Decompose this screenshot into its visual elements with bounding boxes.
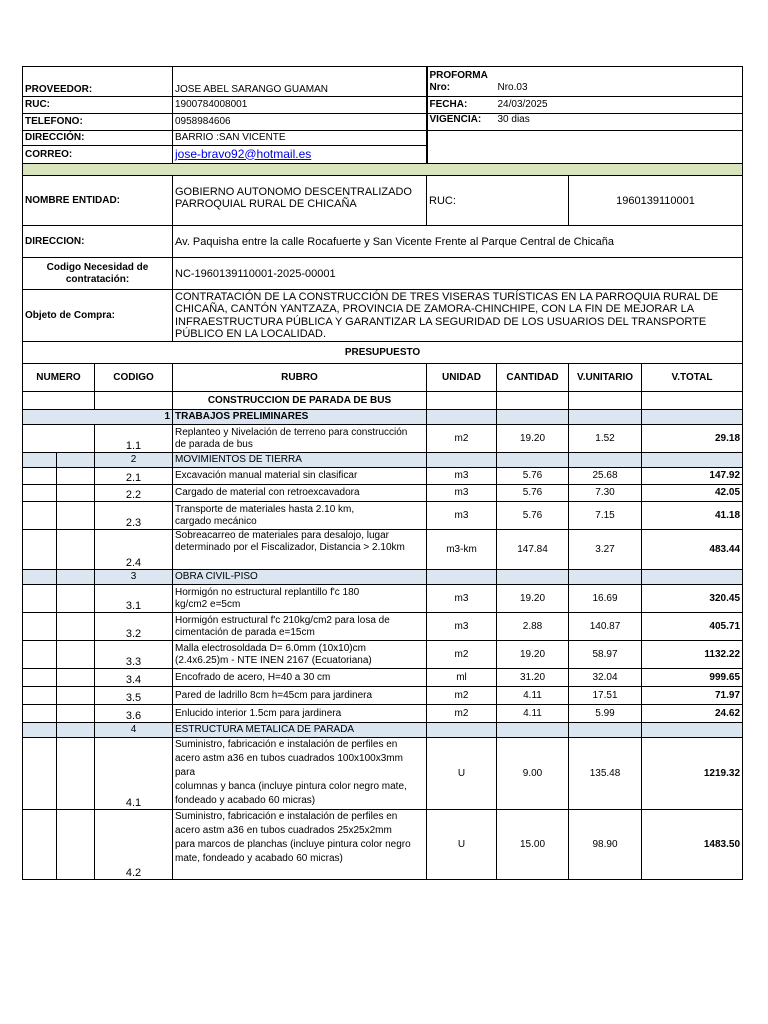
- item-price: 25.68: [569, 468, 642, 485]
- desc-line: fondeado y acabado 60 micras): [175, 795, 316, 806]
- label-correo: CORREO:: [23, 146, 173, 164]
- blank-cell: [642, 453, 743, 468]
- item-unit: U: [427, 810, 497, 880]
- item-qty: 19.20: [497, 425, 569, 453]
- item-desc: Encofrado de acero, H=40 a 30 cm: [173, 669, 427, 687]
- table-row: [23, 468, 743, 485]
- item-unit: ml: [427, 669, 497, 687]
- fecha-cell: [427, 97, 743, 114]
- blank-cell: [497, 392, 569, 410]
- blank-cell: [57, 502, 95, 530]
- item-desc: [173, 425, 427, 453]
- blank-cell: [23, 723, 57, 738]
- blank-cell: [569, 453, 642, 468]
- table-row: [23, 585, 743, 613]
- blank-cell: [57, 669, 95, 687]
- item-desc: [173, 641, 427, 669]
- item-code: 2.4: [95, 530, 173, 570]
- item-desc: Pared de ladrillo 8cm h=45cm para jardinera: [173, 687, 427, 705]
- blank-cell: [57, 585, 95, 613]
- blank-cell: [23, 705, 57, 723]
- table-row: [23, 502, 743, 530]
- item-qty: 19.20: [497, 641, 569, 669]
- blank-cell: [23, 687, 57, 705]
- label-ruc: RUC:: [23, 97, 173, 114]
- item-unit: m3-km: [427, 530, 497, 570]
- header-codigo: CODIGO: [95, 364, 173, 392]
- item-unit: m3: [427, 485, 497, 502]
- item-total: 1132.22: [642, 641, 743, 669]
- desc-line: Suministro, fabricación e instalación de perfiles en: [175, 811, 398, 822]
- proveedor-correo-cell: [173, 146, 427, 164]
- item-code: 3.1: [95, 585, 173, 613]
- item-qty: 4.11: [497, 687, 569, 705]
- item-qty: 9.00: [497, 738, 569, 810]
- blank-cell: [642, 723, 743, 738]
- item-price: 140.87: [569, 613, 642, 641]
- desc-line: acero astm a36 en tubos cuadrados 25x25x2mm: [175, 825, 392, 836]
- item-desc: [173, 502, 427, 530]
- label-entidad-ruc: RUC:: [427, 176, 569, 226]
- item-unit: m2: [427, 705, 497, 723]
- item-desc: [173, 613, 427, 641]
- item-unit: U: [427, 738, 497, 810]
- item-code: 3.6: [95, 705, 173, 723]
- item-total: 999.65: [642, 669, 743, 687]
- vigencia-cell: [427, 114, 743, 131]
- table-row: [23, 485, 743, 502]
- desc-line: determinado por el Fiscalizador, Distancia > 2.10km: [175, 542, 405, 553]
- label-telefono: TELEFONO:: [23, 114, 173, 131]
- item-price: 135.48: [569, 738, 642, 810]
- item-total: 24.62: [642, 705, 743, 723]
- label-proveedor: PROVEEDOR:: [23, 67, 173, 97]
- header-numero: NUMERO: [23, 364, 95, 392]
- group-title: ESTRUCTURA METALICA DE PARADA: [173, 723, 427, 738]
- blank-cell: [23, 641, 57, 669]
- desc-line: mate, fondeado y acabado 60 micras): [175, 853, 343, 864]
- desc-line: cimentación de parada e=15cm: [175, 626, 315, 638]
- item-code: 4.2: [95, 810, 173, 880]
- item-total: 147.92: [642, 468, 743, 485]
- header-unidad: UNIDAD: [427, 364, 497, 392]
- blank-cell: [569, 410, 642, 425]
- blank-cell: [57, 810, 95, 880]
- item-code: 2.2: [95, 485, 173, 502]
- blank-cell: [23, 392, 95, 410]
- item-price: 17.51: [569, 687, 642, 705]
- blank-cell: [23, 585, 57, 613]
- item-total: 41.18: [642, 502, 743, 530]
- blank-cell: [23, 738, 57, 810]
- item-price: 1.52: [569, 425, 642, 453]
- desc-line: Sobreacarreo de materiales para desalojo, lugar: [175, 530, 390, 541]
- blank-cell: [427, 410, 497, 425]
- item-code: 2.1: [95, 468, 173, 485]
- blank-cell: [427, 570, 497, 585]
- blank-cell: [57, 613, 95, 641]
- blank-cell: [642, 570, 743, 585]
- desc-line: (2.4x6.25)m - NTE INEN 2167 (Ecuatoriana): [175, 654, 372, 666]
- table-row: [23, 641, 743, 669]
- item-qty: 4.11: [497, 705, 569, 723]
- codigo-necesidad: NC-1960139110001-2025-00001: [173, 258, 743, 290]
- proforma-table: [22, 66, 743, 880]
- blank-cell: [57, 641, 95, 669]
- header-vtotal: V.TOTAL: [642, 364, 743, 392]
- blank-cell: [569, 723, 642, 738]
- item-desc: [173, 530, 427, 570]
- item-desc: [173, 738, 427, 810]
- desc-line: Transporte de materiales hasta 2.10 km,: [175, 503, 355, 515]
- blank-cell: [23, 613, 57, 641]
- item-code: 2.3: [95, 502, 173, 530]
- item-total: 1219.32: [642, 738, 743, 810]
- blank-cell: [23, 810, 57, 880]
- blank-cell: [23, 530, 57, 570]
- item-total: 483.44: [642, 530, 743, 570]
- item-code: 3.5: [95, 687, 173, 705]
- table-row: [23, 613, 743, 641]
- header-vunitario: V.UNITARIO: [569, 364, 642, 392]
- item-qty: 5.76: [497, 485, 569, 502]
- desc-line: para: [175, 767, 196, 778]
- item-qty: 15.00: [497, 810, 569, 880]
- item-unit: m3: [427, 468, 497, 485]
- blank-cell: [57, 453, 95, 468]
- item-price: 32.04: [569, 669, 642, 687]
- item-unit: m2: [427, 687, 497, 705]
- group-number: 3: [95, 570, 173, 585]
- item-price: 98.90: [569, 810, 642, 880]
- blank-cell: [23, 669, 57, 687]
- label-fecha: FECHA:: [429, 99, 468, 110]
- proforma-vigencia: 30 dias: [497, 114, 530, 125]
- blank-cell: [95, 392, 173, 410]
- blank-cell: [497, 453, 569, 468]
- item-qty: 19.20: [497, 585, 569, 613]
- table-row: [23, 810, 743, 880]
- group-number: 4: [95, 723, 173, 738]
- item-price: 7.15: [569, 502, 642, 530]
- item-qty: 147.84: [497, 530, 569, 570]
- blank-cell: [57, 485, 95, 502]
- desc-line: para marcos de planchas (incluye pintura color negro: [175, 839, 411, 850]
- item-total: 405.71: [642, 613, 743, 641]
- proforma-sheet: [22, 66, 742, 880]
- proveedor-telefono: 0958984606: [173, 114, 427, 131]
- email-link[interactable]: jose-bravo92@hotmail.es: [175, 146, 312, 161]
- item-unit: m3: [427, 502, 497, 530]
- item-price: 3.27: [569, 530, 642, 570]
- table-row: [23, 705, 743, 723]
- label-nro: Nro:: [429, 81, 451, 93]
- desc-line: kg/cm2 e=5cm: [175, 598, 241, 610]
- green-separator: [23, 164, 743, 176]
- entidad-nombre: GOBIERNO AUTONOMO DESCENTRALIZADO PARROQUIAL RURAL DE CHICAÑA: [173, 176, 427, 226]
- section-title: CONSTRUCCION DE PARADA DE BUS: [173, 392, 427, 410]
- item-qty: 5.76: [497, 468, 569, 485]
- presupuesto-title: PRESUPUESTO: [23, 342, 743, 364]
- blank-cell: [427, 723, 497, 738]
- item-code: 1.1: [95, 425, 173, 453]
- blank-cell: [427, 453, 497, 468]
- table-row: [23, 669, 743, 687]
- blank-cell: [569, 392, 642, 410]
- item-unit: m3: [427, 585, 497, 613]
- proforma-cell: [427, 67, 743, 97]
- item-price: 7.30: [569, 485, 642, 502]
- item-total: 320.45: [642, 585, 743, 613]
- proveedor-name: JOSE ABEL SARANGO GUAMAN: [173, 67, 427, 97]
- label-direccion: DIRECCIÓN:: [23, 131, 173, 146]
- blank-cell: [23, 502, 57, 530]
- item-code: 4.1: [95, 738, 173, 810]
- blank-cell: [57, 705, 95, 723]
- blank-cell: [57, 723, 95, 738]
- blank-cell: [642, 410, 743, 425]
- group-number: 2: [95, 453, 173, 468]
- blank-cell: [427, 392, 497, 410]
- item-desc: Excavación manual material sin clasificar: [173, 468, 427, 485]
- item-qty: 5.76: [497, 502, 569, 530]
- item-desc: [173, 585, 427, 613]
- proveedor-ruc: 1900784008001: [173, 97, 427, 114]
- item-unit: m3: [427, 613, 497, 641]
- item-unit: m2: [427, 641, 497, 669]
- item-qty: 2.88: [497, 613, 569, 641]
- blank-cell: [57, 530, 95, 570]
- blank-cell: [427, 131, 743, 164]
- desc-line: Hormigón no estructural replantillo f'c 180: [175, 586, 360, 598]
- blank-cell: [497, 723, 569, 738]
- item-price: 58.97: [569, 641, 642, 669]
- blank-cell: [569, 570, 642, 585]
- item-code: 3.4: [95, 669, 173, 687]
- proforma-fecha: 24/03/2025: [497, 99, 548, 110]
- item-total: 1483.50: [642, 810, 743, 880]
- entidad-ruc: 1960139110001: [569, 176, 743, 226]
- item-desc: Enlucido interior 1.5cm para jardinera: [173, 705, 427, 723]
- blank-cell: [642, 392, 743, 410]
- desc-line: Suministro, fabricación e instalación de perfiles en: [175, 739, 398, 750]
- blank-cell: [23, 453, 57, 468]
- item-qty: 31.20: [497, 669, 569, 687]
- item-desc: [173, 810, 427, 880]
- item-total: 71.97: [642, 687, 743, 705]
- blank-cell: [23, 485, 57, 502]
- item-total: 29.18: [642, 425, 743, 453]
- header-cantidad: CANTIDAD: [497, 364, 569, 392]
- table-row: [23, 738, 743, 810]
- objeto-compra: CONTRATACIÓN DE LA CONSTRUCCIÓN DE TRES VISERAS TURÍSTICAS EN LA PARROQUIA RURAL DE CHICAÑA, CANTÓN YANTZAZA, PROVINCIA DE ZAMORA-CHINCHIPE, CON LA FIN DE MEJORAR LA INFRAESTRUCTURA PÚBLICA Y GARANTIZAR LA SEGURIDAD DE LOS USUARIOS DEL TRANSPORTE PÚBLICO EN LA LOCALIDAD.: [173, 290, 743, 342]
- table-row: [23, 425, 743, 453]
- item-code: 3.2: [95, 613, 173, 641]
- blank-cell: [57, 687, 95, 705]
- proforma-nro: Nro.03: [497, 81, 528, 93]
- blank-cell: [497, 570, 569, 585]
- group-title: TRABAJOS PRELIMINARES: [173, 410, 427, 425]
- blank-cell: [23, 570, 57, 585]
- table-row: [23, 687, 743, 705]
- label-entidad-direccion: DIRECCION:: [23, 226, 173, 258]
- item-desc: Cargado de material con retroexcavadora: [173, 485, 427, 502]
- header-rubro: RUBRO: [173, 364, 427, 392]
- desc-line: Hormigón estructural f'c 210kg/cm2 para losa de: [175, 614, 390, 626]
- desc-line: de parada de bus: [175, 438, 253, 450]
- group-title: OBRA CIVIL-PISO: [173, 570, 427, 585]
- desc-line: Malla electrosoldada D= 6.0mm (10x10)cm: [175, 642, 366, 654]
- group-title: MOVIMIENTOS DE TIERRA: [173, 453, 427, 468]
- blank-cell: [23, 425, 95, 453]
- blank-cell: [57, 738, 95, 810]
- label-codigo-necesidad: Codigo Necesidad de contratación:: [23, 258, 173, 290]
- label-proforma: PROFORMA: [429, 69, 488, 81]
- desc-line: cargado mecánico: [175, 515, 257, 527]
- label-nombre-entidad: NOMBRE ENTIDAD:: [23, 176, 173, 226]
- item-total: 42.05: [642, 485, 743, 502]
- item-code: 3.3: [95, 641, 173, 669]
- blank-cell: [57, 468, 95, 485]
- label-objeto-compra: Objeto de Compra:: [23, 290, 173, 342]
- proveedor-direccion: BARRIO :SAN VICENTE: [173, 131, 427, 146]
- blank-cell: [57, 570, 95, 585]
- blank-cell: [23, 468, 57, 485]
- item-price: 16.69: [569, 585, 642, 613]
- desc-line: Replanteo y Nivelación de terreno para construcción: [175, 426, 408, 438]
- table-row: [23, 530, 743, 570]
- blank-cell: [497, 410, 569, 425]
- group-number: 1: [23, 410, 173, 425]
- label-vigencia: VIGENCIA:: [429, 114, 482, 125]
- entidad-direccion: Av. Paquisha entre la calle Rocafuerte y San Vicente Frente al Parque Central de Chicaña: [173, 226, 743, 258]
- item-unit: m2: [427, 425, 497, 453]
- item-price: 5.99: [569, 705, 642, 723]
- desc-line: columnas y banca (incluye pintura color negro mate,: [175, 781, 407, 792]
- desc-line: acero astm a36 en tubos cuadrados 100x100x3mm: [175, 753, 403, 764]
